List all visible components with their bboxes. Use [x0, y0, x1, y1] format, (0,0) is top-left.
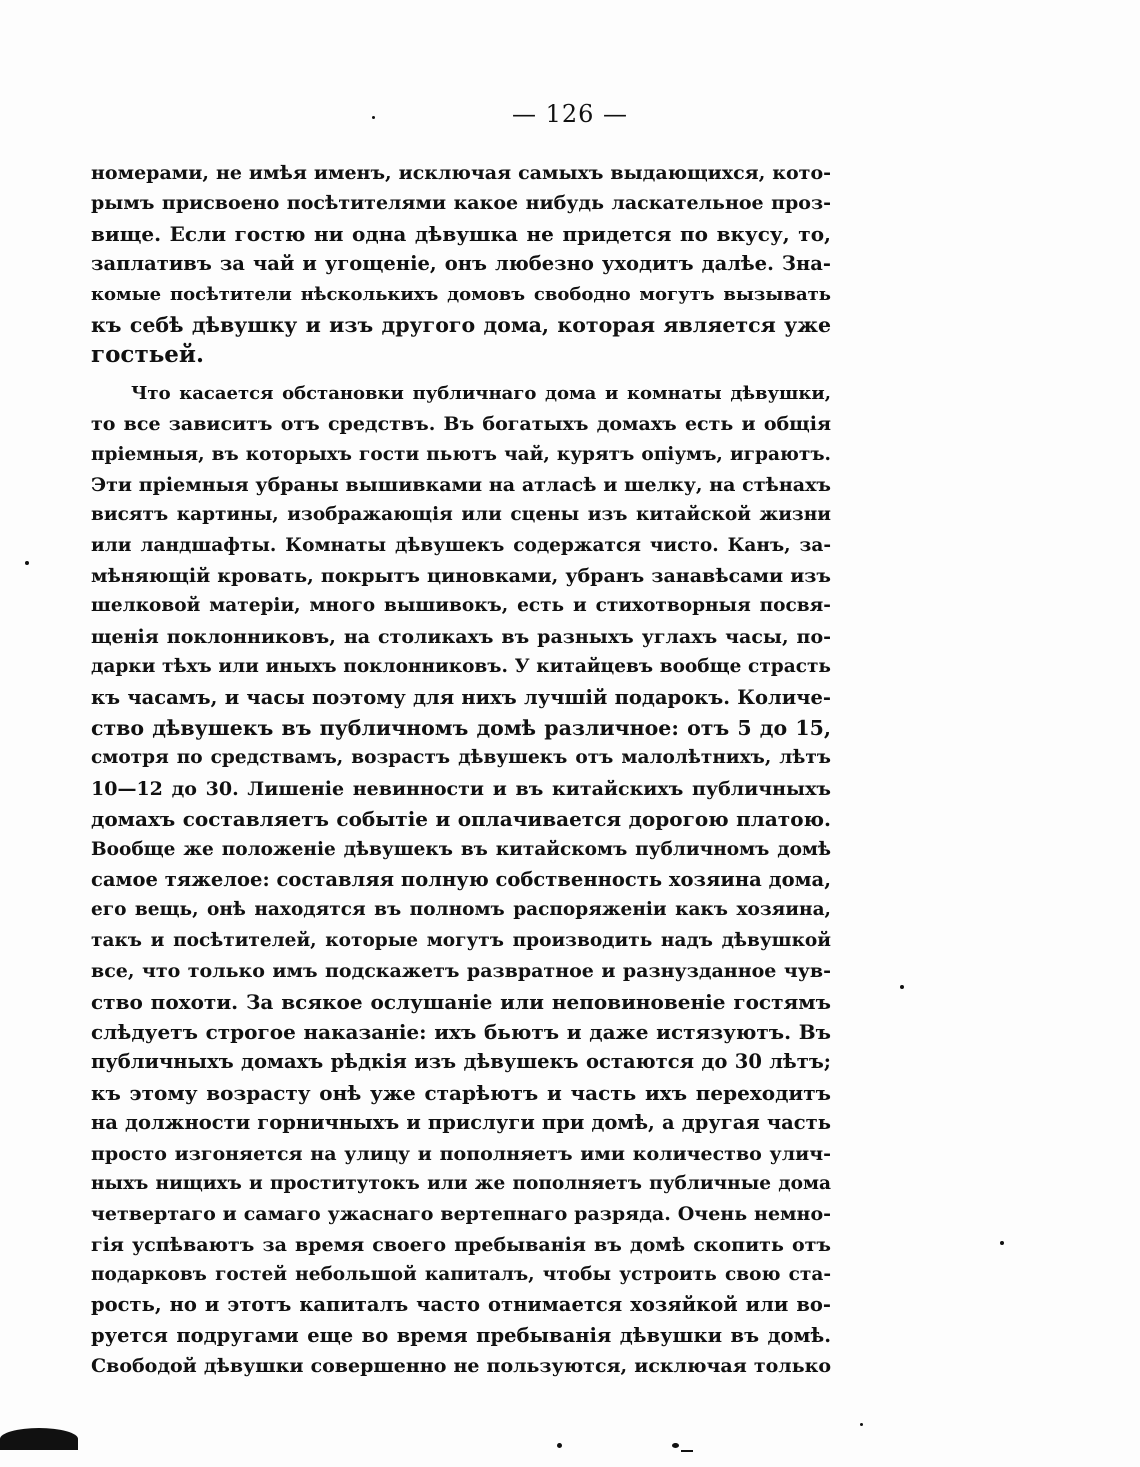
- text-line: вище. Если гостю ни одна дѣвушка не придется по вкусу, то,: [91, 221, 831, 246]
- text-line: 10—12 до 30. Лишеніе невинности и въ китайскихъ публичныхъ: [91, 777, 831, 800]
- text-line: гія успѣваютъ за время своего пребыванія въ домѣ скопить отъ: [91, 1233, 831, 1256]
- paragraph-2: [91, 379, 831, 1382]
- text-line: на должности горничныхъ и прислуги при домѣ, а другая часть: [91, 1111, 831, 1135]
- text-line: Вообще же положеніе дѣвушекъ въ китайскомъ публичномъ домѣ: [91, 838, 831, 860]
- text-line: самое тяжелое: составляя полную собственность хозяина дома,: [91, 867, 831, 891]
- text-line: публичныхъ домахъ рѣдкія изъ дѣвушекъ остаются до 30 лѣтъ;: [91, 1050, 831, 1074]
- text-line: слѣдуетъ строгое наказаніе: ихъ бьютъ и даже истязуютъ. Въ: [91, 1019, 831, 1044]
- page-body-text: [91, 158, 831, 1382]
- text-line: гостьей.: [91, 341, 205, 369]
- text-line: Свободой дѣвушки совершенно не пользуются, исключая только: [91, 1355, 831, 1378]
- text-line: подарковъ гостей небольшой капиталъ, чтобы устроить свою ста-: [91, 1264, 831, 1286]
- text-line: смотря по средствамъ, возрастъ дѣвушекъ отъ малолѣтнихъ, лѣтъ: [91, 747, 831, 769]
- paragraph-1: [91, 158, 831, 371]
- scan-speck: [372, 116, 375, 119]
- scan-speck: [681, 1450, 693, 1452]
- scan-speck: [1000, 1241, 1004, 1245]
- text-line: мѣняющій кровать, покрытъ циновками, убранъ занавѣсами изъ: [91, 565, 831, 588]
- text-line: рость, но и этотъ капиталъ часто отнимается хозяйкой или во-: [91, 1293, 831, 1317]
- text-line: просто изгоняется на улицу и пополняетъ ими количество улич-: [91, 1142, 831, 1165]
- paragraph-gap: [91, 371, 831, 379]
- text-line: руется подругами еще во время пребыванія дѣвушки въ домѣ.: [91, 1323, 831, 1347]
- scan-speck: [672, 1443, 679, 1448]
- text-line: все, что только имъ подскажетъ развратное и разнузданное чув-: [91, 960, 831, 983]
- text-line: висятъ картины, изображающія или сцены изъ китайской жизни: [91, 504, 831, 526]
- text-line: или ландшафты. Комнаты дѣвушекъ содержатся чисто. Канъ, за-: [91, 534, 831, 556]
- scan-speck: [557, 1443, 562, 1448]
- text-line: ство дѣвушекъ въ публичномъ домѣ различное: отъ 5 до 15,: [91, 716, 831, 741]
- scan-blot-bottom-left: [0, 1428, 78, 1450]
- text-line: ныхъ нищихъ и проститутокъ или же пополняетъ публичные дома: [91, 1172, 831, 1194]
- text-line: къ этому возрасту онѣ уже старѣютъ и часть ихъ переходитъ: [91, 1080, 831, 1105]
- text-line: пріемныя, въ которыхъ гости пьютъ чай, курятъ опіумъ, играютъ.: [91, 443, 831, 465]
- text-line: его вещь, онѣ находятся въ полномъ распоряженіи какъ хозяина,: [91, 899, 831, 921]
- page-number: — 126 —: [511, 100, 629, 128]
- text-line: четвертаго и самаго ужаснаго вертепнаго разряда. Очень немно-: [91, 1203, 831, 1226]
- text-line: Что касается обстановки публичнаго дома и комнаты дѣвушки,: [131, 382, 831, 404]
- text-line: рымъ присвоено посѣтителями какое нибудь ласкательное проз-: [91, 192, 831, 215]
- text-line: ство похоти. За всякое ослушаніе или неповиновеніе гостямъ: [91, 989, 831, 1014]
- text-line: къ часамъ, и часы поэтому для нихъ лучшій подарокъ. Количе-: [91, 685, 831, 709]
- text-line: шелковой матеріи, много вышивокъ, есть и стихотворныя посвя-: [91, 595, 831, 617]
- scan-speck: [860, 1423, 863, 1426]
- text-line: заплативъ за чай и угощеніе, онъ любезно уходитъ далѣе. Зна-: [91, 252, 831, 276]
- text-line: щенія поклонниковъ, на столикахъ въ разныхъ углахъ часы, по-: [91, 625, 831, 648]
- text-line: такъ и посѣтителей, которые могутъ производить надъ дѣвушкой: [91, 929, 831, 951]
- text-line: Эти пріемныя убраны вышивками на атласѣ и шелку, на стѣнахъ: [91, 473, 831, 496]
- text-line: то все зависитъ отъ средствъ. Въ богатыхъ домахъ есть и общія: [91, 413, 831, 436]
- scan-speck: [25, 561, 29, 565]
- text-line: номерами, не имѣя именъ, исключая самыхъ выдающихся, кото-: [91, 162, 831, 184]
- scan-speck: [900, 985, 904, 989]
- text-line: дарки тѣхъ или иныхъ поклонниковъ. У китайцевъ вообще страсть: [91, 656, 831, 678]
- text-line: домахъ составляетъ событіе и оплачивается дорогою платою.: [91, 807, 831, 832]
- text-line: къ себѣ дѣвушку и изъ другого дома, которая является уже: [91, 312, 831, 337]
- text-line: комые посѣтители нѣсколькихъ домовъ свободно могутъ вызывать: [91, 283, 831, 305]
